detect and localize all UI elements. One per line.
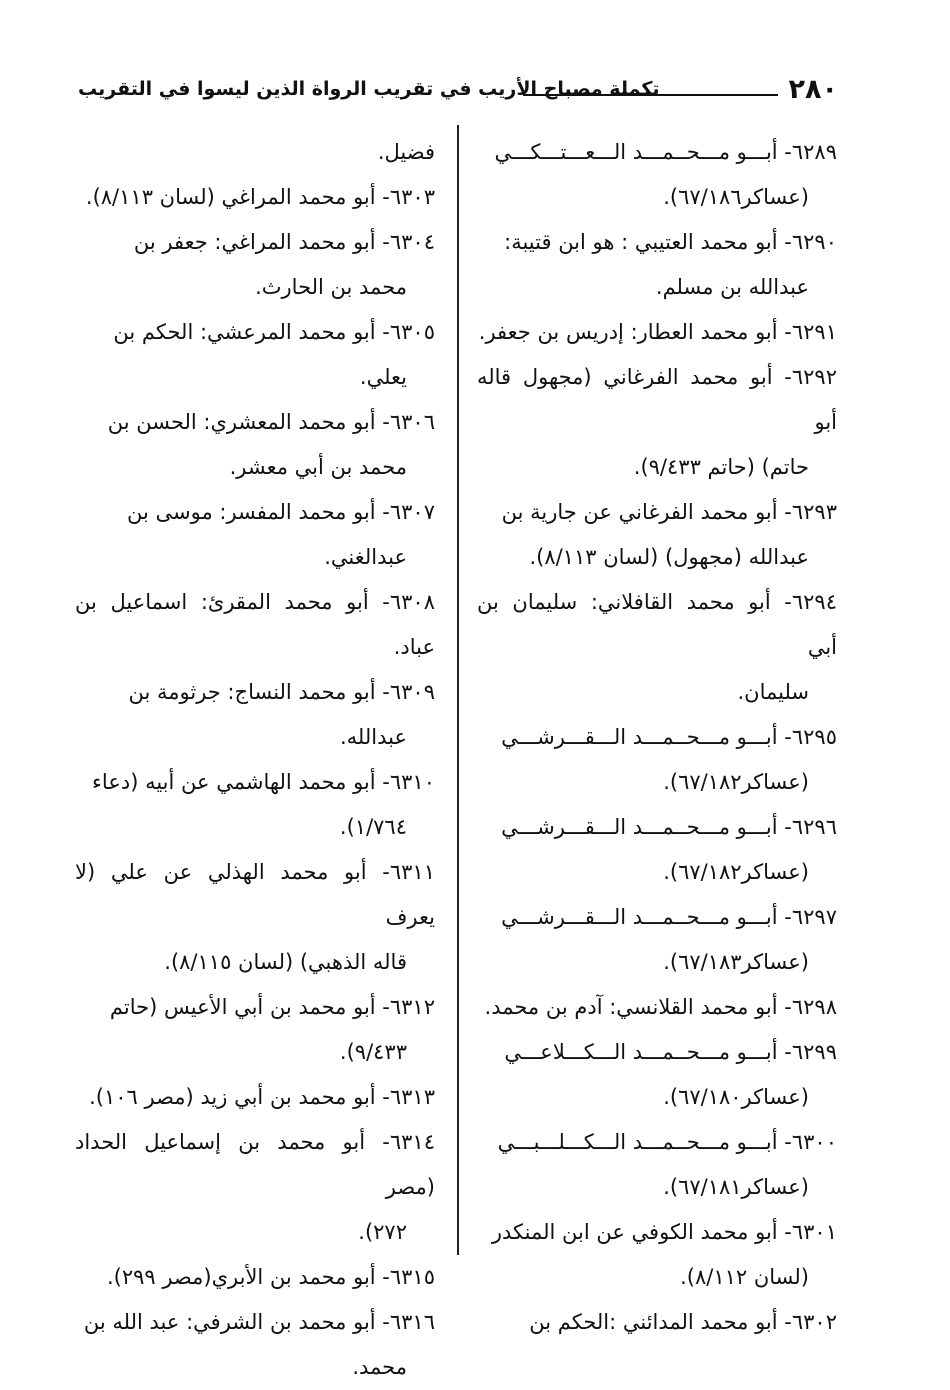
- entry-line: ٦٣٠٤- أبو محمد المراغي: جعفر بن: [133, 230, 435, 254]
- entry: [75, 1120, 435, 1255]
- entry: [477, 220, 837, 310]
- entry: [477, 985, 837, 1030]
- entry: [75, 850, 435, 985]
- entry-line: ٦٣١٣- أبو محمد بن أبي زيد (مصر ١٠٦).: [89, 1085, 435, 1109]
- entry: [477, 130, 837, 220]
- entry-line: ٦٣٠٩- أبو محمد النساج: جرثومة بن: [128, 680, 435, 704]
- entry-line: ٦٣١٠- أبو محمد الهاشمي عن أبيه (دعاء: [92, 770, 435, 794]
- entry-line: ٦٣٠١- أبو محمد الكوفي عن ابن المنكدر: [491, 1220, 837, 1244]
- entry-line: ٦٢٩١- أبو محمد العطار: إدريس بن جعفر.: [478, 320, 837, 344]
- column-divider: [457, 125, 459, 1255]
- entry-continuation: (عساكر٦٧/١٨٣).: [663, 950, 809, 974]
- entry-line: ٦٢٩٩- أبـــو مـــحــمـــد الـــكـــلاعـــي: [504, 1040, 837, 1064]
- entry: [477, 895, 837, 985]
- entry-continuation: عبدالله.: [339, 725, 407, 749]
- entry-continuation: (عساكر٦٧/١٨٦).: [663, 185, 809, 209]
- entry-line: ٦٣١٥- أبو محمد بن الأبري(مصر ٢٩٩).: [106, 1265, 435, 1289]
- entry-continuation: قاله الذهبي) (لسان ٨/١١٥).: [164, 950, 407, 974]
- entry-line: ٦٣١٢- أبو محمد بن أبي الأعيس (حاتم: [109, 995, 435, 1019]
- entry: [75, 220, 435, 310]
- entry: [477, 490, 837, 580]
- entry-line: ٦٣٠٦- أبو محمد المعشري: الحسن بن: [107, 410, 435, 434]
- entry: [477, 355, 837, 490]
- entry-line: ٦٣١٦- أبو محمد بن الشرفي: عبد الله بن: [83, 1310, 435, 1334]
- entry-line: ٦٣٠٢- أبو محمد المدائني :الحكم بن: [529, 1310, 837, 1334]
- entry-continuation: عبدالغني.: [324, 545, 407, 569]
- entry: [75, 1300, 435, 1390]
- entry-continuation: ٢٧٢).: [358, 1220, 407, 1244]
- entry-continuation: (عساكر٦٧/١٨٠).: [663, 1085, 809, 1109]
- entry: [75, 490, 435, 580]
- entry-continuation: محمد بن الحارث.: [255, 275, 407, 299]
- entry: [477, 805, 837, 895]
- entry: [75, 760, 435, 850]
- entry-line: ٦٢٩٧- أبـــو مـــحــمـــد الـــقـــرشـــي: [501, 905, 837, 929]
- entry-continuation: سليمان.: [737, 680, 809, 704]
- entry-line: ٦٢٩٦- أبـــو مـــحــمـــد الـــقـــرشـــي: [501, 815, 837, 839]
- entry-continuation: حاتم) (حاتم ٩/٤٣٣).: [633, 455, 809, 479]
- entry-line: ٦٣٠٧- أبو محمد المفسر: موسى بن: [127, 500, 435, 524]
- entry: [477, 580, 837, 715]
- entry-line: ٦٣٠٠- أبـــو مـــحــمـــد الـــكـــلـــبـــي: [497, 1130, 837, 1154]
- entry: [75, 1075, 435, 1120]
- entry: [75, 1255, 435, 1300]
- entry: [75, 130, 435, 175]
- entry-line: فضيل.: [377, 140, 435, 164]
- entry-continuation: (عساكر٦٧/١٨١).: [663, 1175, 809, 1199]
- book-title: تكملة مصباح الأريب في تقريب الرواة الذين ليسوا في التقريب: [78, 78, 660, 100]
- running-header: [78, 72, 838, 112]
- entry-line: ٦٣٠٣- أبو محمد المراغي (لسان ٨/١١٣).: [85, 185, 435, 209]
- entry-line: ٦٢٩٢- أبو محمد الفرغاني (مجهول قاله أبو: [477, 365, 837, 434]
- page-number: ٢٨٠: [788, 74, 838, 105]
- entry: [477, 1210, 837, 1300]
- entry-line: ٦٢٩٠- أبو محمد العتيبي : هو ابن قتيبة:: [504, 230, 837, 254]
- entry-line: ٦٢٩٨- أبو محمد القلانسي: آدم بن محمد.: [484, 995, 837, 1019]
- entry-line: ٦٢٨٩- أبـــو مـــحــمـــد الـــعـــتـــكـــي: [494, 140, 837, 164]
- entry-continuation: يعلي.: [359, 365, 407, 389]
- entry: [477, 1120, 837, 1210]
- right-column: [477, 130, 837, 1345]
- left-column: [75, 130, 435, 1390]
- entry-line: ٦٣٠٥- أبو محمد المرعشي: الحكم بن: [113, 320, 435, 344]
- entry-continuation: ١/٧٦٤).: [339, 815, 407, 839]
- entry: [75, 580, 435, 670]
- entry: [75, 670, 435, 760]
- entry-continuation: عبدالله بن مسلم.: [655, 275, 809, 299]
- entry-line: ٦٣٠٨- أبو محمد المقرئ: اسماعيل بن عباد.: [75, 590, 435, 659]
- entry-continuation: (عساكر٦٧/١٨٢).: [663, 860, 809, 884]
- entry-continuation: محمد بن أبي معشر.: [229, 455, 407, 479]
- entry-continuation: ٩/٤٣٣).: [339, 1040, 407, 1064]
- entry-continuation: عبدالله (مجهول) (لسان ٨/١١٣).: [529, 545, 809, 569]
- entry-continuation: (عساكر٦٧/١٨٢).: [663, 770, 809, 794]
- entry: [477, 310, 837, 355]
- entry: [477, 715, 837, 805]
- entry-line: ٦٣١١- أبو محمد الهذلي عن علي (لا يعرف: [75, 860, 435, 929]
- entry-line: ٦٢٩٣- أبو محمد الفرغاني عن جارية بن: [501, 500, 837, 524]
- entry-line: ٦٣١٤- أبو محمد بن إسماعيل الحداد (مصر: [75, 1130, 435, 1199]
- entry: [477, 1030, 837, 1120]
- entry-line: ٦٢٩٤- أبو محمد القافلاني: سليمان بن أبي: [477, 590, 837, 659]
- entry-continuation: محمد.: [352, 1355, 407, 1379]
- entry-line: ٦٢٩٥- أبـــو مـــحــمـــد الـــقـــرشـــي: [501, 725, 837, 749]
- entry-continuation: (لسان ٨/١١٢).: [680, 1265, 809, 1289]
- entry: [477, 1300, 837, 1345]
- entry: [75, 175, 435, 220]
- entry: [75, 400, 435, 490]
- entry: [75, 985, 435, 1075]
- entry: [75, 310, 435, 400]
